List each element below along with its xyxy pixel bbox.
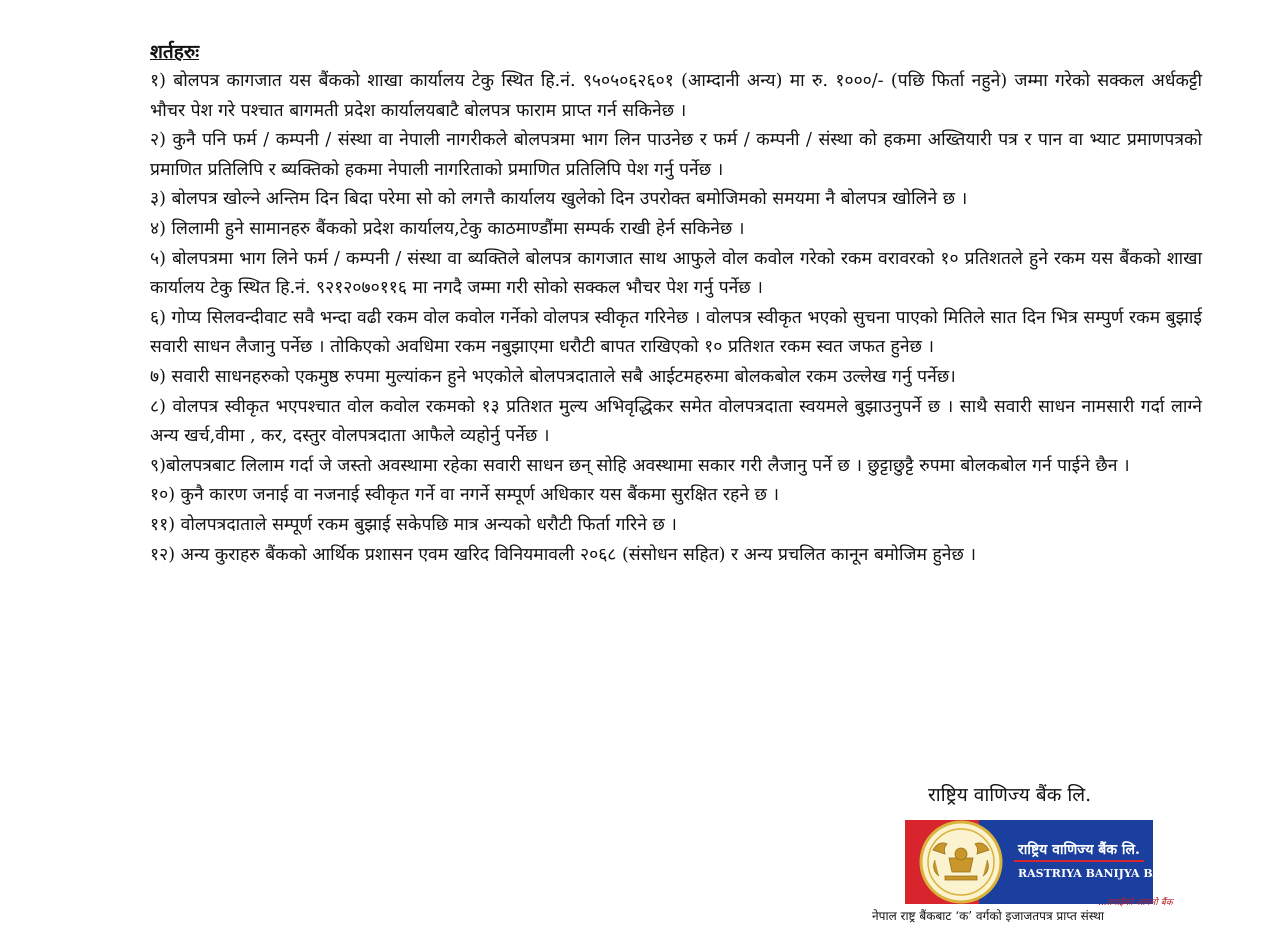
logo-text-english: RASTRIYA BANIJYA BANK LTD. <box>1018 867 1213 880</box>
term-11: ११) वोलपत्रदाताले सम्पूर्ण रकम बुझाई सकेपछि मात्र अन्यको धरौटी फिर्ता गरिने छ । <box>150 514 677 535</box>
term-10: १०) कुनै कारण जनाई वा नजनाई स्वीकृत गर्ने वा नगर्ने सम्पूर्ण अधिकार यस बैंकमा सुरक्षित रहने छ । <box>150 485 780 506</box>
signatory-bank-name: राष्ट्रिय वाणिज्य बैंक लि. <box>928 784 1092 806</box>
term-6: ६) गोप्य सिलवन्दीवाट सवै भन्दा वढी रकम वोल कवोल गर्नेको वोलपत्र स्वीकृत गरिनेछ । वोलपत्र स्वीकृत भएको सुचना पाएको मितिले सात दिन भित्र सम्पुर्ण रकम बुझाई सवारी साधन लैजानु पर्नेछ । तोकिएको अवधिमा रकम नबुझाएमा धरौटी बापत राखिएको १० प्रतिशत रकम स्वत जफत हुनेछ । <box>150 307 1202 358</box>
term-2: २) कुनै पनि फर्म / कम्पनी / संस्था वा नेपाली नागरीकले बोलपत्रमा भाग लिन पाउनेछ र फर्म / कम्पनी / संस्था को हकमा अख्तियारी पत्र र पान वा भ्याट प्रमाणपत्रको प्रमाणित प्रतिलिपि र ब्यक्तिको हकमा नेपाली नागरिताको प्रमाणित प्रतिलिपि पेश गर्नु पर्नेछ । <box>150 130 1202 180</box>
term-3: ३) बोलपत्र खोल्ने अन्तिम दिन बिदा परेमा सो को लगत्तै कार्यालय खुलेको दिन उपरोक्त बमोजिमको समयमा नै बोलपत्र खोलिने छ । <box>150 189 968 210</box>
license-note: नेपाल राष्ट्र बैंकबाट ‘क’ वर्गको इजाजतपत्र प्राप्त संस्था <box>872 909 1104 923</box>
term-9: ९)बोलपत्रबाट लिलाम गर्दा जे जस्तो अवस्थामा रहेका सवारी साधन छन् सोहि अवस्थामा सकार गरी लैजानु पर्ने छ । छुट्टाछुट्टै रुपमा बोलकबोल गर्न पाईने छैन । <box>150 455 1130 476</box>
terms-document <box>150 38 1202 570</box>
term-4: ४) लिलामी हुने सामानहरु बैंकको प्रदेश कार्यालय,टेकु काठमाण्डौंमा सम्पर्क राखी हेर्न सकिनेछ । <box>150 218 745 239</box>
term-7: ७) सवारी साधनहरुको एकमुष्ठ रुपमा मुल्यांकन हुने भएकोले बोलपत्रदाताले सबै आईटमहरुमा बोलकबोल रकम उल्लेख गर्नु पर्नेछ। <box>150 366 956 387</box>
term-1: १) बोलपत्र कागजात यस बैंकको शाखा कार्यालय टेकु स्थित हि.नं. ९५०५०६२६०१ (आम्दानी अन्य) मा रु. १०००/- (पछि फिर्ता नहुने) जम्मा गरेको सक्कल अर्धकट्टी भौचर पेश गरे पश्चात बागमती प्रदेश कार्यालयबाटै बोलपत्र फाराम प्राप्त गर्न सकिनेछ । <box>150 71 1202 121</box>
logo-text-nepali: राष्ट्रिय वाणिज्य बैंक लि. <box>1018 842 1140 858</box>
term-8: ८) वोलपत्र स्वीकृत भएपश्चात वोल कवोल रकमको १३ प्रतिशत मुल्य अभिवृद्धिकर समेत वोलपत्रदाता स्वयमले बुझाउनुपर्ने छ । साथै सवारी साधन नामसारी गर्दा लाग्ने अन्य खर्च,वीमा , कर, दस्तुर वोलपत्रदाता आफैले व्यहोर्नु पर्नेछ । <box>150 396 1202 447</box>
term-12: १२) अन्य कुराहरु बैंकको आर्थिक प्रशासन एवम खरिद विनियमावली २०६८ (संसोधन सहित) र अन्य प्रचलित कानून बमोजिम हुनेछ । <box>150 544 976 565</box>
term-5: ५) बोलपत्रमा भाग लिने फर्म / कम्पनी / संस्था वा ब्यक्तिले बोलपत्र कागजात साथ आफुले वोल कवोल गरेको रकम वरावरको १० प्रतिशतले हुने रकम यस बैंकको शाखा कार्यालय टेकु स्थित हि.नं. ९२१२०७०११६ मा नगदै जम्मा गरी सोको सक्कल भौचर पेश गर्नु पर्नेछ । <box>150 248 1202 299</box>
terms-heading: शर्तहरुः <box>150 41 200 63</box>
logo-divider <box>1014 860 1144 862</box>
logo-tagline: ...तपाईंको आफ्नो बैंक <box>1098 898 1173 908</box>
